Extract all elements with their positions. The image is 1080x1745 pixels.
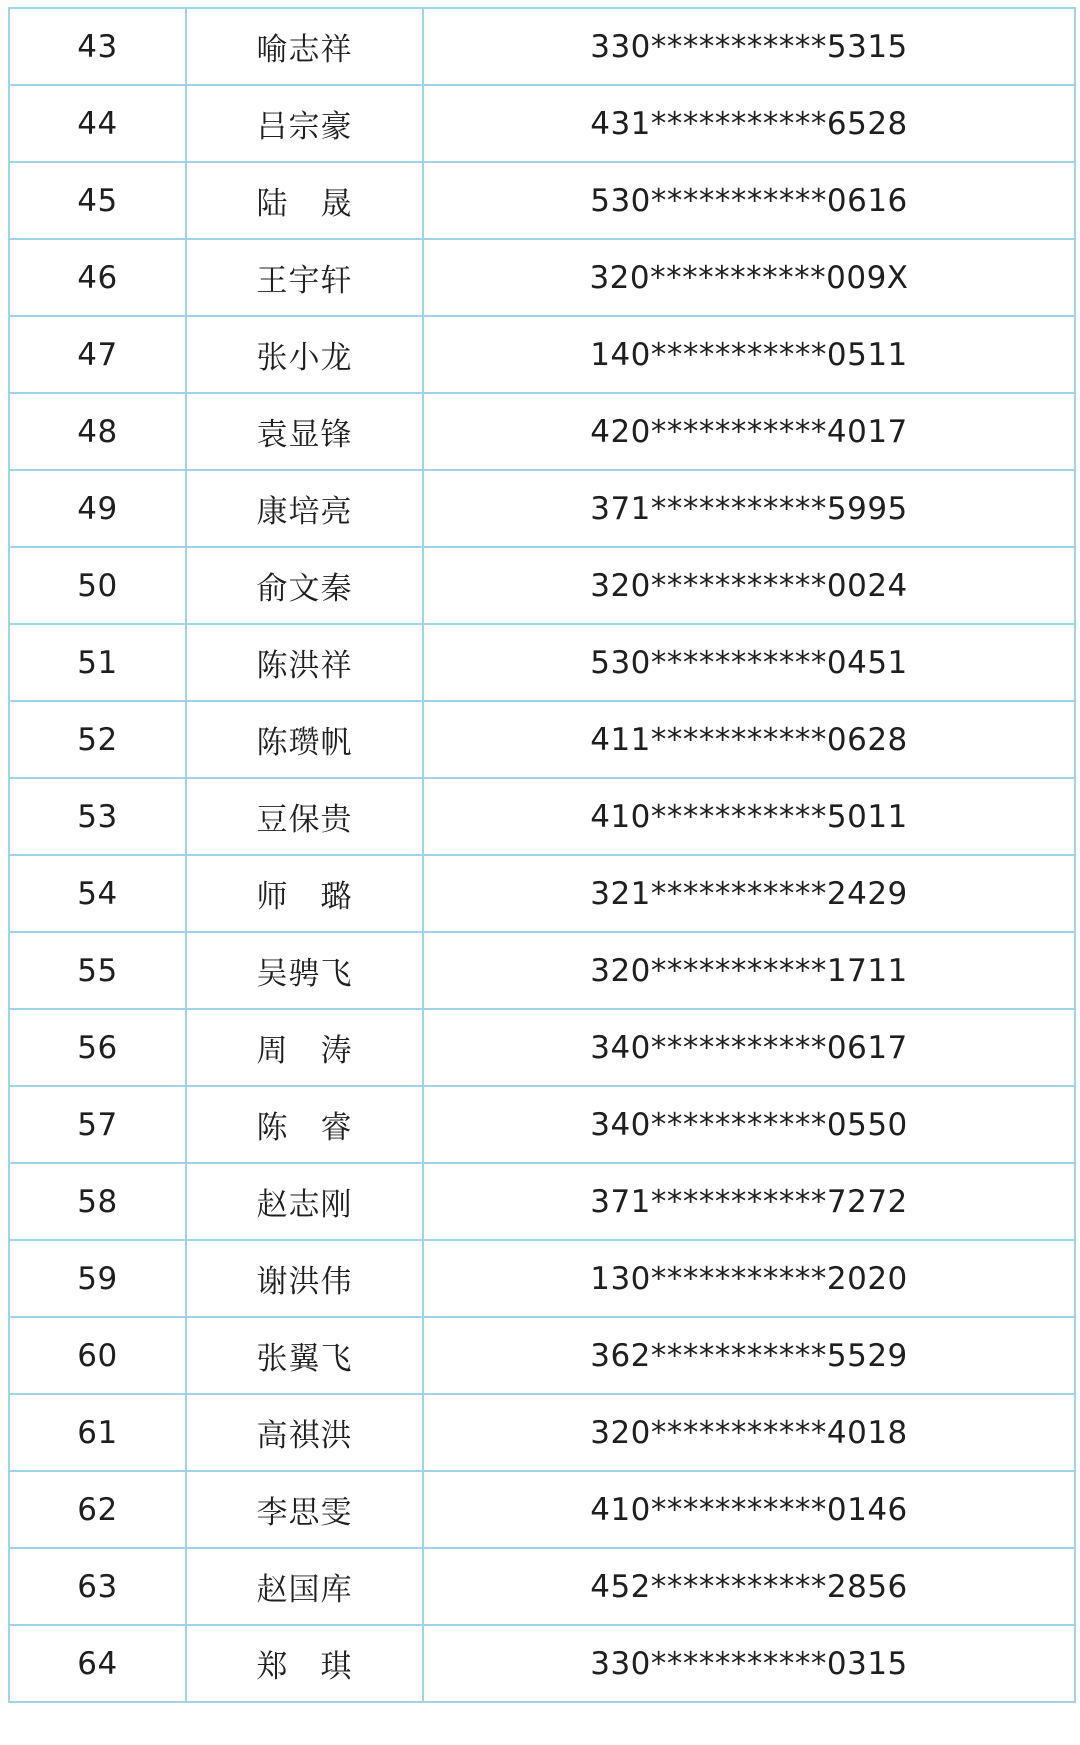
table-row: [9, 547, 1075, 624]
row-number-cell: 49: [9, 470, 186, 547]
id-number-cell: 320***********0024: [423, 547, 1075, 624]
roster-table-container: [8, 7, 1074, 1703]
id-number-cell: 320***********4018: [423, 1394, 1075, 1471]
id-number-cell: 431***********6528: [423, 85, 1075, 162]
row-number-cell: 54: [9, 855, 186, 932]
id-number-cell: 340***********0617: [423, 1009, 1075, 1086]
table-row: [9, 701, 1075, 778]
id-number-cell: 362***********5529: [423, 1317, 1075, 1394]
table-row: [9, 393, 1075, 470]
row-number-cell: 57: [9, 1086, 186, 1163]
roster-table-body: [9, 8, 1075, 1702]
id-number-cell: 320***********009X: [423, 239, 1075, 316]
name-cell: 张小龙: [186, 316, 423, 393]
table-row: [9, 1317, 1075, 1394]
name-cell: 赵志刚: [186, 1163, 423, 1240]
id-number-cell: 452***********2856: [423, 1548, 1075, 1625]
name-cell: 陈瓒帆: [186, 701, 423, 778]
id-number-cell: 371***********7272: [423, 1163, 1075, 1240]
name-cell: 师 璐: [186, 855, 423, 932]
table-row: [9, 1471, 1075, 1548]
id-number-cell: 420***********4017: [423, 393, 1075, 470]
name-cell: 李思雯: [186, 1471, 423, 1548]
table-row: [9, 162, 1075, 239]
id-number-cell: 411***********0628: [423, 701, 1075, 778]
row-number-cell: 48: [9, 393, 186, 470]
name-cell: 吕宗豪: [186, 85, 423, 162]
table-row: [9, 470, 1075, 547]
name-cell: 袁显锋: [186, 393, 423, 470]
name-cell: 谢洪伟: [186, 1240, 423, 1317]
row-number-cell: 52: [9, 701, 186, 778]
name-cell: 吴骋飞: [186, 932, 423, 1009]
id-number-cell: 320***********1711: [423, 932, 1075, 1009]
name-cell: 张翼飞: [186, 1317, 423, 1394]
name-cell: 豆保贵: [186, 778, 423, 855]
table-row: [9, 1163, 1075, 1240]
row-number-cell: 62: [9, 1471, 186, 1548]
table-row: [9, 8, 1075, 85]
row-number-cell: 46: [9, 239, 186, 316]
row-number-cell: 44: [9, 85, 186, 162]
row-number-cell: 43: [9, 8, 186, 85]
name-cell: 赵国库: [186, 1548, 423, 1625]
table-row: [9, 1086, 1075, 1163]
table-row: [9, 778, 1075, 855]
table-row: [9, 1394, 1075, 1471]
id-number-cell: 410***********5011: [423, 778, 1075, 855]
id-number-cell: 330***********0315: [423, 1625, 1075, 1702]
name-cell: 高祺洪: [186, 1394, 423, 1471]
id-number-cell: 321***********2429: [423, 855, 1075, 932]
row-number-cell: 61: [9, 1394, 186, 1471]
name-cell: 陆 晟: [186, 162, 423, 239]
table-row: [9, 85, 1075, 162]
row-number-cell: 64: [9, 1625, 186, 1702]
table-row: [9, 855, 1075, 932]
id-number-cell: 340***********0550: [423, 1086, 1075, 1163]
name-cell: 周 涛: [186, 1009, 423, 1086]
id-number-cell: 130***********2020: [423, 1240, 1075, 1317]
table-row: [9, 624, 1075, 701]
table-row: [9, 1625, 1075, 1702]
name-cell: 康培亮: [186, 470, 423, 547]
row-number-cell: 60: [9, 1317, 186, 1394]
id-number-cell: 330***********5315: [423, 8, 1075, 85]
table-row: [9, 1009, 1075, 1086]
id-number-cell: 371***********5995: [423, 470, 1075, 547]
row-number-cell: 45: [9, 162, 186, 239]
table-row: [9, 316, 1075, 393]
table-row: [9, 1548, 1075, 1625]
row-number-cell: 58: [9, 1163, 186, 1240]
row-number-cell: 63: [9, 1548, 186, 1625]
row-number-cell: 47: [9, 316, 186, 393]
name-cell: 俞文秦: [186, 547, 423, 624]
row-number-cell: 55: [9, 932, 186, 1009]
name-cell: 郑 琪: [186, 1625, 423, 1702]
row-number-cell: 59: [9, 1240, 186, 1317]
row-number-cell: 51: [9, 624, 186, 701]
roster-table: [8, 7, 1076, 1703]
id-number-cell: 410***********0146: [423, 1471, 1075, 1548]
id-number-cell: 530***********0451: [423, 624, 1075, 701]
row-number-cell: 50: [9, 547, 186, 624]
table-row: [9, 1240, 1075, 1317]
name-cell: 陈 睿: [186, 1086, 423, 1163]
name-cell: 陈洪祥: [186, 624, 423, 701]
table-row: [9, 932, 1075, 1009]
table-row: [9, 239, 1075, 316]
name-cell: 喻志祥: [186, 8, 423, 85]
id-number-cell: 140***********0511: [423, 316, 1075, 393]
name-cell: 王宇轩: [186, 239, 423, 316]
row-number-cell: 56: [9, 1009, 186, 1086]
id-number-cell: 530***********0616: [423, 162, 1075, 239]
row-number-cell: 53: [9, 778, 186, 855]
